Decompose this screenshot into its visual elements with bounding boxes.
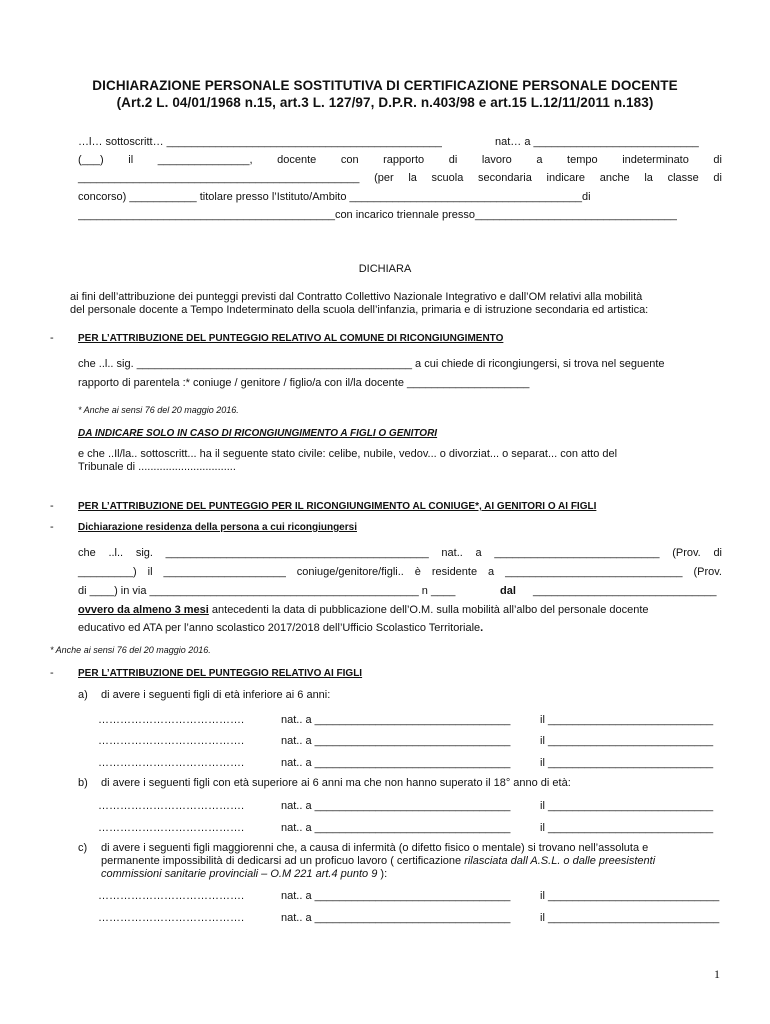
section-2-line-5-end: . <box>480 622 484 634</box>
item-b-row-1-nat: nat.. a ________________________________ <box>281 800 511 812</box>
item-c-row-1-name: …………………………………. <box>98 890 245 902</box>
section-1-civil-line-1: e che ..Il/la.. sottoscritt... ha il seguente stato civile: celibe, nubile, vedov... o divorziat... o separat... con atto del <box>78 448 618 460</box>
section-1-line-1: che ..l.. sig. _____________________________________________ a cui chiede di ricongiungersi, si trova nel seguente <box>78 358 665 370</box>
item-c-text-2-italic: rilasciata dall A.S.L. o dalle preesistenti <box>464 855 656 867</box>
section-2-line-1: che ..l.. sig. ___________________________________________ nat.. a ___________________________ (Prov. di <box>78 547 722 559</box>
item-b-row-1-il: il ___________________________ <box>540 800 714 812</box>
item-b-row-1-name: …………………………………. <box>98 800 245 812</box>
intro-line-1a: …l… sottoscritt… _____________________________________________ <box>78 136 442 148</box>
section-1-line-2: rapporto di parentela :* coniuge / genitore / figlio/a con il/la docente ____________________ <box>78 377 530 389</box>
section-2-subtitle: Dichiarazione residenza della persona a cui ricongiungersi <box>78 522 357 533</box>
item-a-row-3-name: …………………………………. <box>98 757 245 769</box>
section-3-bullet: - <box>50 667 54 679</box>
item-c-row-1-il: il ____________________________ <box>540 890 720 902</box>
section-2-line-3b: ______________________________ <box>533 585 717 597</box>
item-a-row-1-name: …………………………………. <box>98 714 245 726</box>
item-b-label: b) <box>78 777 88 789</box>
item-c-text-3 <box>101 868 387 880</box>
item-a-row-1-il: il ___________________________ <box>540 714 714 726</box>
intro-line-4: concorso) ___________ titolare presso l’Istituto/Ambito ______________________________________di <box>78 191 591 203</box>
section-2-bullet: - <box>50 500 54 512</box>
dichiara-paragraph-1: ai fini dell’attribuzione dei punteggi previsti dal Contratto Collettivo Nazionale Integrativo e dall’OM relativi alla mobilità <box>70 291 643 303</box>
section-2-note: * Anche ai sensi 76 del 20 maggio 2016. <box>50 645 211 655</box>
section-2-line-4-rest: antecedenti la data di pubblicazione dell’O.M. sulla mobilità all’albo del personale docente <box>208 604 649 616</box>
item-a-row-1-nat: nat.. a ________________________________ <box>281 714 511 726</box>
dichiara-paragraph-2: del personale docente a Tempo Indeterminato della scuola dell’infanzia, primaria e di istruzione secondaria ed artistica: <box>70 304 649 316</box>
document-subtitle: (Art.2 L. 04/01/1968 n.15, art.3 L. 127/97, D.P.R. n.403/98 e art.15 L.12/11/2011 n.183) <box>116 95 654 110</box>
section-1-bullet: - <box>50 332 54 344</box>
item-b-text: di avere i seguenti figli con età superiore ai 6 anni ma che non hanno superato il 18° anno di età: <box>101 777 571 789</box>
section-2-title: PER L’ATTRIBUZIONE DEL PUNTEGGIO PER IL RICONGIUNGIMENTO AL CONIUGE*, AI GENITORI O AI FIGLI <box>78 501 597 512</box>
section-3-title: PER L’ATTRIBUZIONE DEL PUNTEGGIO RELATIVO AI FIGLI <box>78 668 363 679</box>
section-2-line-5-text: educativo ed ATA per l’anno scolastico 2017/2018 dell’Ufficio Scolastico Territoriale <box>78 622 481 634</box>
item-c-text-2 <box>101 855 723 867</box>
section-2-line-5 <box>78 622 483 634</box>
section-2-line-3a: di ____) in via ____________________________________________ n ____ <box>78 585 456 597</box>
section-1-subtitle: DA INDICARE SOLO IN CASO DI RICONGIUNGIMENTO A FIGLI O GENITORI <box>78 428 438 439</box>
item-c-row-2-nat: nat.. a ________________________________ <box>281 912 511 924</box>
dichiara-heading: DICHIARA <box>358 263 412 275</box>
item-a-row-3-il: il ___________________________ <box>540 757 714 769</box>
item-a-label: a) <box>78 689 88 701</box>
item-c-row-2-name: …………………………………. <box>98 912 245 924</box>
section-1-note: * Anche ai sensi 76 del 20 maggio 2016. <box>78 405 239 415</box>
section-2-sub-bullet: - <box>50 521 54 533</box>
item-c-row-2-il: il ____________________________ <box>540 912 720 924</box>
intro-line-1b: nat… a ___________________________ <box>495 136 699 148</box>
item-a-row-2-nat: nat.. a ________________________________ <box>281 735 511 747</box>
intro-line-3: ______________________________________________ (per la scuola secondaria indicare anche la classe di <box>78 172 722 184</box>
intro-line-5: __________________________________________con incarico triennale presso_________________________________ <box>78 209 677 221</box>
item-c-text-3-plain: ): <box>377 868 388 880</box>
item-b-row-2-nat: nat.. a ________________________________ <box>281 822 511 834</box>
section-2-line-4 <box>78 604 649 616</box>
document-title: DICHIARAZIONE PERSONALE SOSTITUTIVA DI CERTIFICAZIONE PERSONALE DOCENTE <box>92 78 678 93</box>
section-2-dal-label: dal <box>500 585 516 597</box>
section-2-line-2: _________) il ____________________ coniuge/genitore/figli.. è residente a _____________________________ (Prov. <box>78 566 722 578</box>
item-c-row-1-nat: nat.. a ________________________________ <box>281 890 511 902</box>
item-c-text-2-plain: permanente impossibilità di dedicarsi ad un proficuo lavoro ( certificazione <box>101 855 465 867</box>
item-a-row-2-name: …………………………………. <box>98 735 245 747</box>
item-b-row-2-il: il ___________________________ <box>540 822 714 834</box>
item-c-label: c) <box>78 842 88 854</box>
section-1-civil-line-2: Tribunale di ................................ <box>78 461 236 473</box>
section-1-title: PER L’ATTRIBUZIONE DEL PUNTEGGIO RELATIVO AL COMUNE DI RICONGIUNGIMENTO <box>78 333 504 344</box>
section-2-line-4-emphasis: ovvero da almeno 3 mesi <box>78 604 209 616</box>
page-number: 1 <box>714 967 720 981</box>
item-c-text-3-italic: commissioni sanitarie provinciali – O.M 221 art.4 punto 9 <box>101 868 378 880</box>
item-a-text: di avere i seguenti figli di età inferiore ai 6 anni: <box>101 689 331 701</box>
item-b-row-2-name: …………………………………. <box>98 822 245 834</box>
intro-line-2: (___) il _______________, docente con rapporto di lavoro a tempo indeterminato di <box>78 154 722 166</box>
item-a-row-2-il: il ___________________________ <box>540 735 714 747</box>
item-c-text-1: di avere i seguenti figli maggiorenni che, a causa di infermità (o difetto fisico o mentale) si trovano nell’assoluta e <box>101 842 649 854</box>
item-a-row-3-nat: nat.. a ________________________________ <box>281 757 511 769</box>
